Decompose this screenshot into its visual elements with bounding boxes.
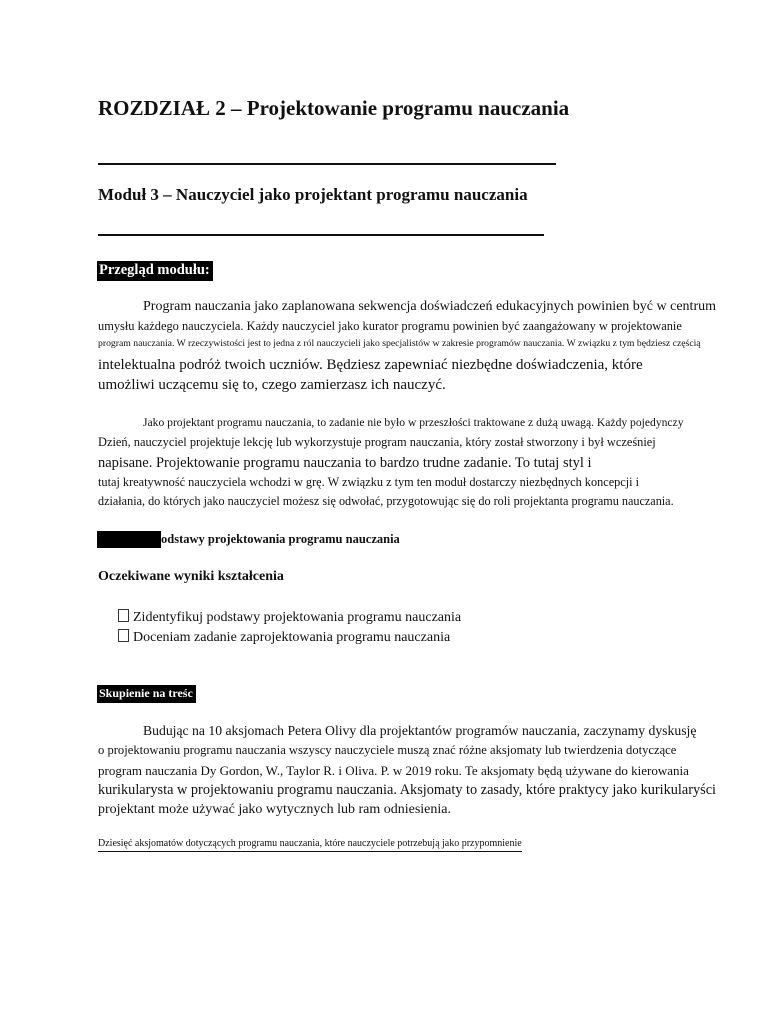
outcome-item: Zidentyfikuj podstawy projektowania programu nauczania [118,609,461,626]
chapter-title: ROZDZIAŁ 2 – Projektowanie programu nauczania [98,96,570,120]
para3-line5: projektant może używać jako wytycznych lub ram odniesienia. [98,802,451,817]
outcomes-heading: Oczekiwane wyniki kształcenia [98,569,284,584]
overview-label: Przegląd modułu: [97,261,213,281]
focus-label: Skupienie na treśc [97,685,196,703]
axioms-caption: Dziesięć aksjomatów dotyczących programu nauczania, które nauczyciele potrzebują jako przypomnienie [98,838,522,852]
para1-line3: program nauczania. W rzeczywistości jest to jedna z ról nauczycieli jako specjalistów w zakresie programów nauczania. W związku z tym będziesz częścią [98,338,701,349]
redaction-block [97,531,161,548]
section-heading: odstawy projektowania programu nauczania [161,532,400,546]
para1-line5: umożliwi uczącemu się to, czego zamierzasz ich nauczyć. [98,377,446,393]
para3-line2: o projektowaniu programu nauczania wszyscy nauczyciele muszą znać różne aksjomaty lub twierdzenia dotyczące [98,743,677,757]
outcome-item: Doceniam zadanie zaprojektowania programu nauczania [118,629,450,646]
para2-line5: działania, do których jako nauczyciel możesz się odwołać, przygotowując się do roli projektanta programu nauczania. [98,494,674,508]
para3-line1: Budując na 10 aksjomach Petera Olivy dla projektantów programów nauczania, zaczynamy dyskusję [143,723,697,738]
para1-line1: Program nauczania jako zaplanowana sekwencja doświadczeń edukacyjnych powinien być w centrum [143,299,716,314]
chapter-rule [98,163,556,165]
para1-line2: umysłu każdego nauczyciela. Każdy nauczyciel jako kurator programu powinien być zaangażowany w projektowanie [98,319,682,333]
para3-line3: program nauczania Dy Gordon, W., Taylor R. i Oliva. P. w 2019 roku. Te aksjomaty będą używane do kierowania [98,763,689,778]
para1-line4: intelektualna podróż twoich uczniów. Będziesz zapewniać niezbędne doświadczenia, które [98,357,643,373]
module-title: Moduł 3 – Nauczyciel jako projektant programu nauczania [98,185,528,204]
para2-line1: Jako projektant programu nauczania, to zadanie nie było w przeszłości traktowane z dużą uwagą. Każdy pojedynczy [143,416,684,429]
para2-line4: tutaj kreatywność nauczyciela wchodzi w grę. W związku z tym ten moduł dostarczy niezbędnych koncepcji i [98,475,640,489]
checkbox-icon [118,609,129,622]
para3-line4: kurikularysta w projektowaniu programu nauczania. Aksjomaty to zasady, które praktycy jako kurikularyści [98,782,717,798]
para2-line3: napisane. Projektowanie programu nauczania to bardzo trudne zadanie. To tutaj styl i [98,455,592,471]
para2-line2: Dzień, nauczyciel projektuje lekcję lub wykorzystuje program nauczania, który został stworzony i był wcześniej [98,435,656,449]
module-rule [98,234,544,236]
checkbox-icon [118,629,129,642]
